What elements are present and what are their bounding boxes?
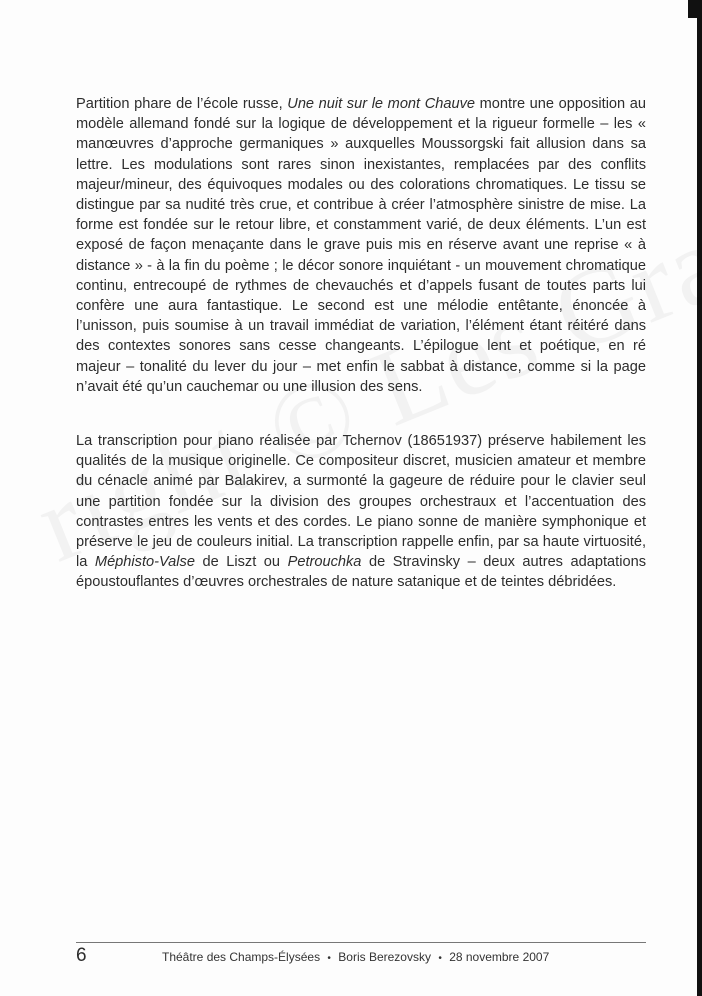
footer-date: 28 novembre 2007 (449, 950, 550, 964)
footer-running-title (162, 950, 549, 964)
footer-artist: Boris Berezovsky (338, 950, 431, 964)
scan-edge (697, 0, 702, 996)
paragraph-text (76, 431, 646, 593)
work-title-italic: Méphisto-Valse (94, 554, 195, 571)
scan-corner (688, 0, 702, 18)
footer-bullet: • (327, 953, 331, 964)
paragraph-transcription (76, 431, 646, 593)
page-number: 6 (76, 945, 87, 966)
paragraph-text-part: de Stravinsky – deux autres adaptations époustouflantes d’œuvres orchestrales de nature satanique et de teintes débridées. (76, 554, 646, 591)
footer-venue: Théâtre des Champs-Élysées (162, 950, 321, 964)
paragraph-mont-chauve (76, 94, 646, 397)
footer-bullet: • (438, 953, 442, 964)
paragraph-text-part: de Liszt ou (194, 554, 288, 571)
paragraph-text-part: montre une opposition au modèle allemand fondé sur la logique de développement et la rigueur formelle – les « manœuvres d’approche germaniques » auxquelles Moussorgski fait allusion dans sa lettre. Les modulations sont rares sinon inexistantes, remplacées par des conflits majeur/mineur, des équivoques modales ou des colorations chromatiques. Le tissu se distingue par sa nudité très crue, et contribue à créer l’atmosphère sinistre de mise. La forme est fondée sur le retour libre, et constamment varié, de deux éléments. L’un est exposé de façon menaçante dans le grave puis mis en réserve avant une reprise « à distance » - à la fin du poème ; le décor sonore inquiétant - un mouvement chromatique continu, entrecoupé de rythmes de chevauchés et d’appels fusant de toutes parts lui confère une aura fantastique. Le second est une mélodie entêtante, énoncée à l’unisson, puis soumise à un travail immédiat de variation, l’élément étant réitéré dans des contextes sonores sans cesse changeants. L’épilogue lent et poétique, en ré majeur – tonalité du lever du jour – met enfin le sabbat à distance, comme si la page n’avait été qu’un cauchemar ou une illusion des sens. (76, 96, 647, 395)
paragraph-text-part: Partition phare de l’école russe, (76, 96, 288, 112)
footer-divider (76, 942, 646, 943)
work-title-italic: Petrouchka (287, 554, 362, 571)
paragraph-text-part: La transcription pour piano réalisée par Tchernov (18651937) préserve habilement les qualités de la musique originelle. Ce compositeur discret, musicien amateur et membre du cénacle animé par Balakirev, a surmonté la gageure de réduire pour le clavier seul une partition fondée sur la division des groupes orchestraux et l’accentuation des contrastes entres les vents et des cordes. Le piano sonne de manière symphonique et préserve le jeu de couleurs initial. La transcription rappelle enfin, par sa haute virtuosité, la (76, 433, 646, 571)
paragraph-text (76, 94, 646, 397)
work-title-italic: Une nuit sur le mont Chauve (287, 96, 476, 112)
